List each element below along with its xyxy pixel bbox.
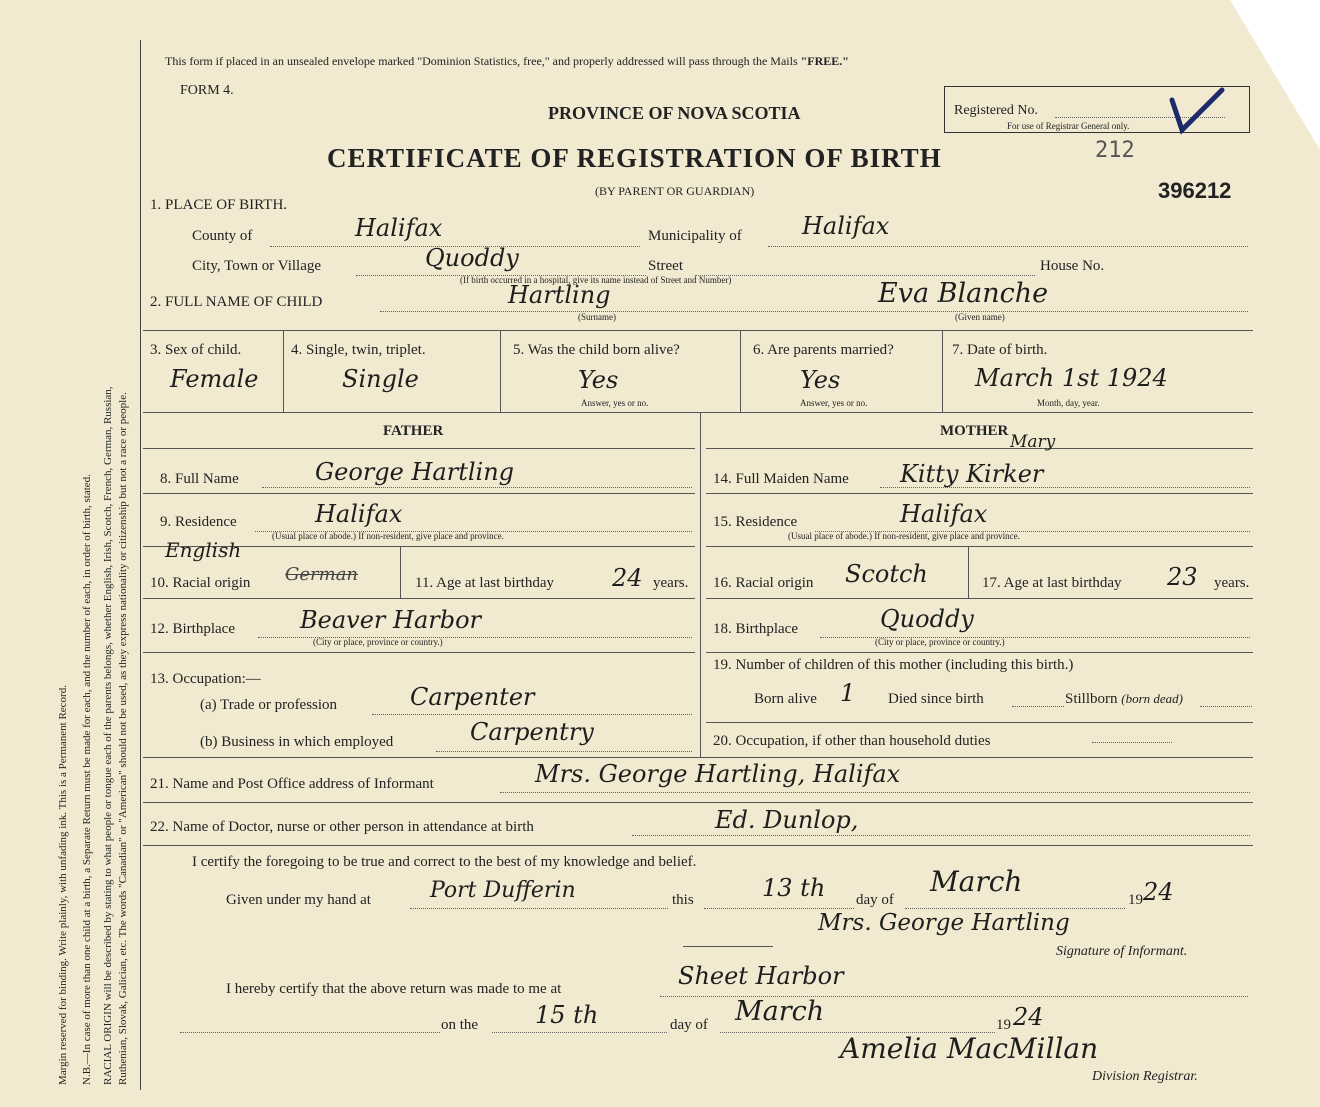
this-label: this [672,892,694,908]
nb-note: N.B.—In case of more than one child at a birth, a Separate Return must be made for each, and the number of each, in order of birth, stated. [81,474,93,1085]
margin-notes [0,0,140,1107]
doctor-value: Ed. Dunlop, [715,806,859,834]
born-alive-value: Yes [578,366,619,394]
year-value: 24 [1143,878,1174,906]
mother-age: 23 [1167,563,1198,591]
father-racial-label: 10. Racial origin [150,575,251,591]
father-birthplace-label: 12. Birthplace [150,621,235,637]
stillborn-label: Stillborn (born dead) [1065,691,1184,707]
died-line [1012,706,1064,707]
dob-hint: Month, day, year. [1037,398,1100,408]
municipality-value: Halifax [802,212,890,240]
racial-origin-note-1: RACIAL ORIGIN will be described by stating to what people or tongue each of the parents belongs, whether English, Irish, Scotch, French, German, Russian, [102,386,114,1085]
mother-name: Kitty Kirker [900,460,1044,488]
doctor-line [632,835,1250,836]
county-value: Halifax [355,214,443,242]
child-name-line [380,311,1248,312]
street-label: Street [648,258,683,274]
sex-value: Female [170,365,259,393]
rule-2 [143,412,1253,413]
col-divider-3 [740,330,741,412]
hospital-note: (If birth occurred in a hospital, give its name instead of Street and Number) [460,275,732,285]
mother-rule-6 [706,722,1253,723]
born-alive-count: 1 [840,679,856,707]
municipality-label: Municipality of [648,228,742,244]
return-day: 15 th [535,1001,599,1029]
certificate-subtitle: (BY PARENT OR GUARDIAN) [595,184,755,198]
return-place: Sheet Harbor [678,962,844,990]
father-rule-2 [143,493,695,494]
mother-residence-label: 15. Residence [713,514,798,530]
margin-rule [140,40,141,1090]
informant-value: Mrs. George Hartling, Halifax [535,760,901,788]
postal-note: This form if placed in an unsealed envelope marked "Dominion Statistics, free," and properly addressed will pass through the Mails "FREE." [165,54,849,68]
father-racial-struck: German [285,564,359,585]
binding-note: Margin reserved for binding. Write plainly, with unfading ink. This is a Permanent Record. [57,685,69,1085]
child-given-name: Eva Blanche [878,278,1049,309]
father-residence: Halifax [315,500,403,528]
father-race-age-divider [400,546,401,598]
street-line [695,275,1035,276]
given-place-line [410,908,668,909]
house-label: House No. [1040,258,1105,274]
mother-rule-4 [706,598,1253,599]
mother-age-label: 17. Age at last birthday [982,575,1122,591]
day-line [704,908,854,909]
mother-rule-2 [706,493,1253,494]
rule-4 [143,802,1253,803]
city-value: Quoddy [425,244,519,272]
mother-heading: MOTHER [940,423,1009,439]
form-number: FORM 4. [180,83,234,98]
signature-informant-label: Signature of Informant. [1056,944,1188,959]
check-mark-icon [1168,86,1228,136]
trade-label: (a) Trade or profession [200,697,338,713]
father-occupation-label: 13. Occupation:— [150,671,261,687]
municipality-line [768,246,1248,247]
surname-hint: (Surname) [578,312,616,322]
mother-rule-1 [706,448,1253,449]
stillborn-line [1200,706,1252,707]
born-alive-hint: Answer, yes or no. [581,398,649,408]
given-place: Port Dufferin [430,878,576,903]
center-divider [700,412,701,757]
father-heading: FATHER [383,423,444,439]
division-registrar-label: Division Registrar. [1092,1069,1198,1084]
married-label: 6. Are parents married? [753,342,894,358]
mother-name-insert: Mary [1010,432,1056,452]
mother-rule-3 [706,546,1253,547]
mother-rule-5 [706,652,1253,653]
certify-statement: I certify the foregoing to be true and correct to the best of my knowledge and belief. [192,854,697,870]
day-of-label: day of [856,892,894,908]
year-prefix: 19 [1128,892,1143,908]
mother-residence: Halifax [900,500,988,528]
children-count-label: 19. Number of children of this mother (including this birth.) [713,657,1074,673]
mother-birthplace-label: 18. Birthplace [713,621,798,637]
month-value: March [930,865,1023,898]
return-month: March [735,996,825,1027]
registrar-use-note: For use of Registrar General only. [1007,121,1130,131]
trade-line [372,714,692,715]
place-of-birth-label: 1. PLACE OF BIRTH. [150,197,288,213]
father-rule-4 [143,598,695,599]
informant-line [500,792,1250,793]
father-racial-origin: English [165,538,242,562]
doctor-label: 22. Name of Doctor, nurse or other person in attendance at birth [150,819,534,835]
dob-value: March 1st 1924 [975,364,1168,392]
mother-birthplace: Quoddy [880,605,974,633]
born-alive-count-label: Born alive [754,691,817,707]
dob-label: 7. Date of birth. [952,342,1048,358]
father-residence-label: 9. Residence [160,514,237,530]
mother-residence-hint: (Usual place of abode.) If non-resident, give place and province. [788,531,1020,541]
month-line [905,908,1125,909]
day-value: 13 th [762,874,826,902]
married-hint: Answer, yes or no. [800,398,868,408]
died-since-birth-label: Died since birth [888,691,984,707]
mother-racial-origin: Scotch [845,560,928,588]
return-lead-line [180,1032,440,1033]
father-name-line [262,487,692,488]
married-value: Yes [800,366,841,394]
father-rule-1 [143,448,695,449]
mother-birthplace-hint: (City or place, province or country.) [875,637,1005,647]
registered-label: Registered No. [954,103,1038,118]
trade-value: Carpenter [410,683,535,711]
business-line [436,751,692,752]
father-name-label: 8. Full Name [160,471,239,487]
father-birthplace-hint: (City or place, province or country.) [313,637,443,647]
mother-occupation-line [1092,742,1172,743]
father-rule-5 [143,652,695,653]
plurality-value: Single [342,365,419,393]
father-years-label: years. [653,575,689,591]
return-day-line [492,1032,667,1033]
on-the-label: on the [441,1017,479,1033]
born-alive-label: 5. Was the child born alive? [513,342,680,358]
rule-1 [143,330,1253,331]
business-label: (b) Business in which employed [200,734,394,750]
stamp-number-small: 212 [1095,138,1135,163]
informant-signature: Mrs. George Hartling [818,910,1070,936]
father-birthplace: Beaver Harbor [300,606,482,634]
city-label: City, Town or Village [192,258,322,274]
col-divider-2 [500,330,501,412]
rule-5 [143,845,1253,846]
col-divider-1 [283,330,284,412]
col-divider-4 [942,330,943,412]
return-year-prefix: 19 [996,1017,1011,1033]
rule-3 [143,757,1253,758]
county-label: County of [192,228,253,244]
signature-rule [683,946,773,947]
mother-race-age-divider [968,546,969,598]
mother-name-label: 14. Full Maiden Name [713,471,849,487]
child-name-label: 2. FULL NAME OF CHILD [150,294,323,310]
plurality-label: 4. Single, twin, triplet. [291,342,426,358]
racial-origin-note-2: Ruthenian, Slovak, Galician, etc. The words "Canadian" or "American" should not be used, as they express nationality or citizenship but not a race or people. [117,392,129,1085]
return-year: 24 [1013,1003,1044,1031]
return-label: I hereby certify that the above return was made to me at [226,981,562,997]
mother-racial-label: 16. Racial origin [713,575,814,591]
father-name: George Hartling [315,458,515,486]
father-age: 24 [612,564,643,592]
registrar-signature: Amelia MacMillan [840,1032,1099,1065]
given-under-label: Given under my hand at [226,892,371,908]
mother-occupation-label: 20. Occupation, if other than household duties [713,733,991,749]
registration-number: 396212 [1158,178,1232,203]
sex-label: 3. Sex of child. [150,342,242,358]
informant-label: 21. Name and Post Office address of Informant [150,776,434,792]
return-day-of-label: day of [670,1017,708,1033]
mother-years-label: years. [1214,575,1250,591]
father-age-label: 11. Age at last birthday [415,575,554,591]
child-surname: Hartling [508,281,611,309]
father-residence-hint: (Usual place of abode.) If non-resident, give place and province. [272,531,504,541]
certificate-title: CERTIFICATE OF REGISTRATION OF BIRTH [327,143,942,173]
business-value: Carpentry [470,718,594,746]
given-name-hint: (Given name) [955,312,1005,322]
province-title: PROVINCE OF NOVA SCOTIA [548,103,801,123]
